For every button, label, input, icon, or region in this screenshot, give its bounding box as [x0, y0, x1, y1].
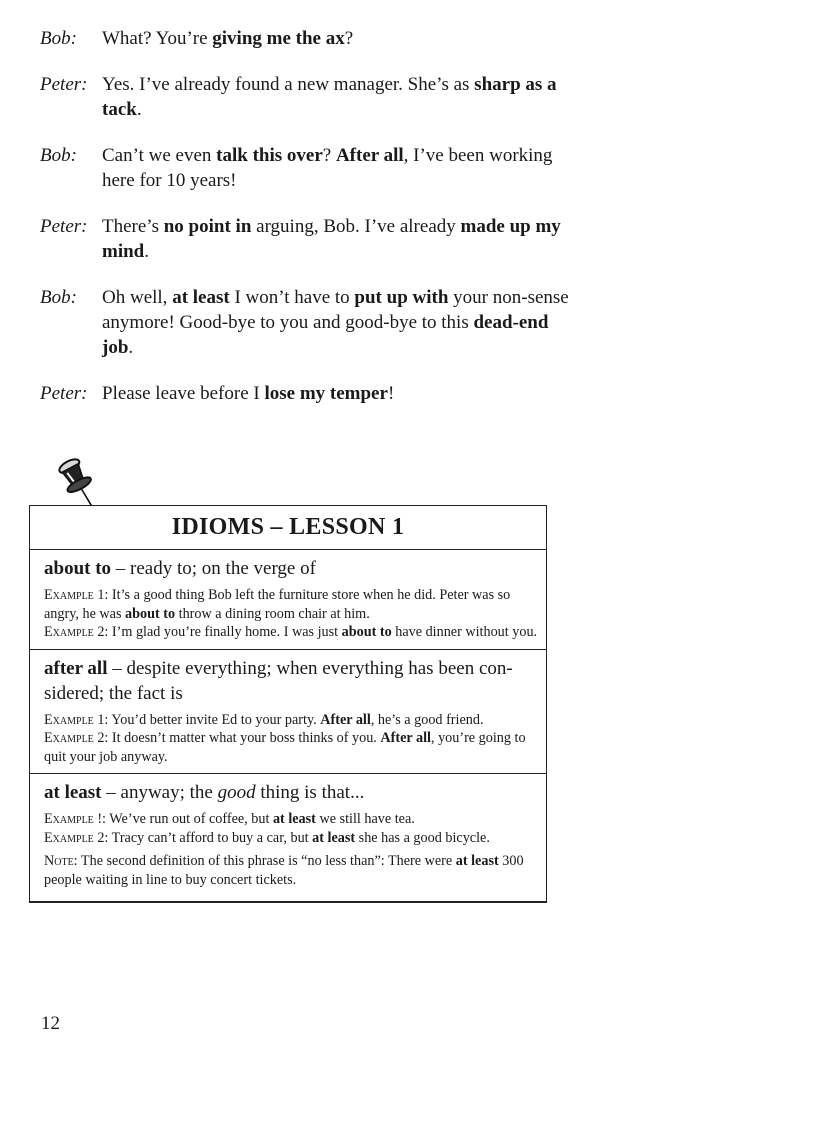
text-run: your non-sense anymore! Good-bye to you and good-bye to this	[102, 287, 569, 333]
text-run: Yes. I’ve already found a new manager. She’s as	[102, 74, 475, 95]
speech-text	[102, 26, 570, 51]
text-run: You’d better invite Ed to your party.	[108, 711, 321, 728]
idiom-term: after all	[44, 657, 108, 679]
text-run: I won’t have to	[229, 287, 355, 308]
bold-phrase: put up with	[354, 287, 449, 308]
text-run: , you’re going to quit your job anyway.	[44, 730, 526, 765]
text-run: – anyway; the	[101, 782, 218, 803]
idiom-example	[44, 829, 538, 848]
text-run: Please leave before I	[102, 383, 265, 404]
idiom-entries	[30, 550, 546, 901]
example-label: Example !:	[44, 811, 106, 827]
text-run: It’s a good thing Bob left the furniture store when he did. Peter was so angry, he was	[44, 587, 511, 622]
idiom-example	[44, 711, 538, 730]
text-run: throw a dining room chair at him.	[175, 605, 370, 622]
idioms-lesson-box	[29, 505, 547, 903]
lesson-title: IDIOMS – LESSON 1	[30, 506, 546, 550]
speech-text	[102, 214, 570, 264]
idiom-definition	[44, 656, 538, 706]
text-run: Oh well,	[102, 287, 173, 308]
speech-text	[102, 285, 570, 360]
text-run: .	[136, 99, 142, 120]
text-run: The second definition of this phrase is “no less than”: There were	[77, 853, 456, 869]
speaker-name: Bob:	[40, 28, 77, 49]
bold-phrase: giving me the ax	[212, 28, 345, 49]
bold-phrase: about to	[125, 605, 176, 622]
text-run: , I’ve been working here for 10 years!	[102, 145, 553, 191]
text-run: – despite everything; when everything has been con-sidered; the fact is	[44, 657, 513, 704]
italic-phrase: good	[217, 782, 256, 803]
idiom-example	[44, 586, 538, 623]
idiom-term: at least	[44, 782, 102, 803]
text-run: What? You’re	[102, 28, 213, 49]
note-label: Note:	[44, 853, 78, 869]
text-run: thing is that...	[255, 782, 365, 803]
speech-text	[102, 72, 570, 122]
bold-phrase: no point in	[163, 216, 252, 237]
text-run: arguing, Bob. I’ve already	[251, 216, 461, 237]
speaker-name: Peter:	[40, 74, 88, 95]
bold-phrase: talk this over	[216, 145, 323, 166]
text-run: .	[144, 241, 149, 262]
idiom-example	[44, 810, 538, 829]
bold-phrase: at least	[272, 811, 316, 827]
idiom-example	[44, 623, 538, 642]
text-run: It doesn’t matter what your boss thinks of you.	[108, 730, 381, 746]
text-run: – ready to; on the verge of	[111, 558, 316, 579]
text-run: Can’t we even	[102, 145, 217, 166]
bold-phrase: lose my temper	[264, 383, 388, 404]
speaker-name: Peter:	[40, 216, 88, 237]
bold-phrase: dead-end job	[102, 312, 549, 358]
bold-phrase: about to	[341, 624, 392, 640]
speech-text	[102, 143, 570, 193]
bold-phrase: After all	[335, 145, 404, 166]
text-run: We’ve run out of coffee, but	[106, 811, 273, 827]
text-run: she has a good bicycle.	[355, 829, 490, 846]
text-run: There’s	[102, 216, 164, 237]
dialogue-turn	[40, 381, 570, 406]
example-label: Example 2:	[44, 829, 109, 846]
dialogue-turn	[40, 26, 570, 51]
bold-phrase: made up my mind	[102, 216, 561, 262]
example-label: Example 2:	[44, 730, 109, 746]
text-run: Tracy can’t afford to buy a car, but	[108, 829, 313, 846]
dialogue-turn	[40, 285, 570, 360]
dialogue-turn	[40, 143, 570, 193]
speaker-name: Bob:	[40, 287, 77, 308]
text-run: 300 people waiting in line to buy concert tickets.	[44, 853, 524, 888]
example-label: Example 2:	[44, 624, 109, 640]
bold-phrase: at least	[172, 287, 230, 308]
speech-text	[102, 381, 570, 406]
bold-phrase: at least	[312, 829, 356, 846]
bold-phrase: After all	[380, 730, 431, 746]
idiom-example	[44, 729, 538, 766]
text-run: have dinner without you.	[391, 624, 538, 640]
idiom-term: about to	[44, 558, 112, 579]
idiom-definition	[44, 780, 538, 805]
dialogue-turn	[40, 72, 570, 122]
text-run: .	[128, 337, 134, 358]
example-label: Example 1:	[44, 711, 109, 728]
idiom-definition	[44, 556, 538, 581]
dialogue	[40, 26, 570, 406]
text-run: we still have tea.	[315, 811, 415, 827]
page-number: 12	[41, 1013, 60, 1034]
text-run: , he’s a good friend.	[370, 711, 484, 728]
bold-phrase: sharp as a tack	[102, 74, 557, 120]
dialogue-turn	[40, 214, 570, 264]
idiom-entry	[30, 774, 546, 901]
idiom-note	[44, 852, 538, 889]
text-run: I’m glad you’re finally home. I was just	[108, 624, 342, 640]
text-run: ?	[344, 28, 354, 49]
speaker-name: Bob:	[40, 145, 77, 166]
bold-phrase: After all	[320, 711, 371, 728]
speaker-name: Peter:	[40, 383, 88, 404]
idiom-entry	[30, 550, 546, 650]
bold-phrase: at least	[455, 853, 499, 869]
example-label: Example 1:	[44, 587, 109, 603]
idiom-entry	[30, 650, 546, 775]
text-run: ?	[322, 145, 336, 166]
text-run: !	[387, 383, 395, 404]
